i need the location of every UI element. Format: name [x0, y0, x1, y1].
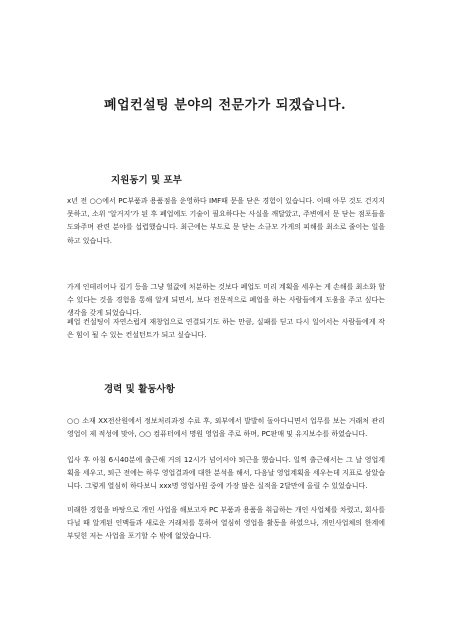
- section-heading-career: 경력 및 활동사항: [104, 384, 175, 395]
- paragraph-motivation-2: 가게 인테리어나 집기 등을 그냥 헐값에 처분하는 것보다 폐업도 미리 계획을 세우는 게 손해를 최소화 할 수 있다는 것을 경험을 통해 알게 되면서, 보다 전문적으로 폐업을 하는 사람들에게 도움을 주고 싶다는 생각을 갖게 되었습니다.: [67, 283, 385, 318]
- paragraph-career-1: ○○ 소재 XX전산원에서 정보처리과정 수료 후, 외부에서 발발히 돌아다니면서 업무를 보는 거래처 관리 영업이 제 적성에 맞아, ○○ 컴퓨터에서 명원 영업을 주로 하며, PC판매 및 유지보수를 하였습니다.: [67, 417, 385, 439]
- paragraph-career-2: 입사 후 아침 6시40분에 출근해 거의 12시가 넘어서야 퇴근을 했습니다. 일찍 출근해서는 그 날 영업계획을 세우고, 퇴근 전에는 하루 영업결과에 대한 분석을 해서, 다음날 영업계획을 세우는데 지표로 삼았습니다. 그렇게 열심히 하다보니 xxx명 영업사원 중에 가장 많은 실적을 2달만에 올릴 수 있었습니다.: [67, 456, 385, 491]
- section-heading-motivation: 지원동기 및 포부: [111, 175, 182, 186]
- paragraph-motivation-1: x년 전 ○○에서 PC부품과 용품점을 운영하다 IMF때 문을 닫은 경험이 있습니다. 이때 아무 것도 건지지 못하고, 소위 '알거지'가 된 후 폐업에도 기술이 필요하다는 사실을 깨달았고, 주변에서 문 닫는 점포들을 도와주며 관련 분야를 섭렵했습니다. 최근에는 부도로 문 닫는 소규모 가게의 피해를 최소로 줄이는 일을 하고 있습니다.: [67, 197, 385, 245]
- paragraph-career-3: 미래한 경험을 바탕으로 개인 사업을 해보고자 PC 부품과 용품을 취급하는 개인 사업체를 차렸고, 회사를 다닐 때 알게된 인맥들과 새로운 거래처를 통하여 열심히 영업을 활동을 하였으나, 개인사업체의 한계에 부딪힌 저는 사업을 포기할 수 밖에 없었습니다.: [67, 506, 385, 541]
- document-title: 폐업컨설팅 분야의 전문가가 되겠습니다.: [103, 98, 347, 113]
- paragraph-motivation-3: 폐업 컨설팅이 자연스럽게 재창업으로 연결되기도 하는 만큼, 실패를 딛고 다시 일어서는 사람들에게 작은 힘이 될 수 있는 컨설턴트가 되고 싶습니다.: [67, 318, 385, 340]
